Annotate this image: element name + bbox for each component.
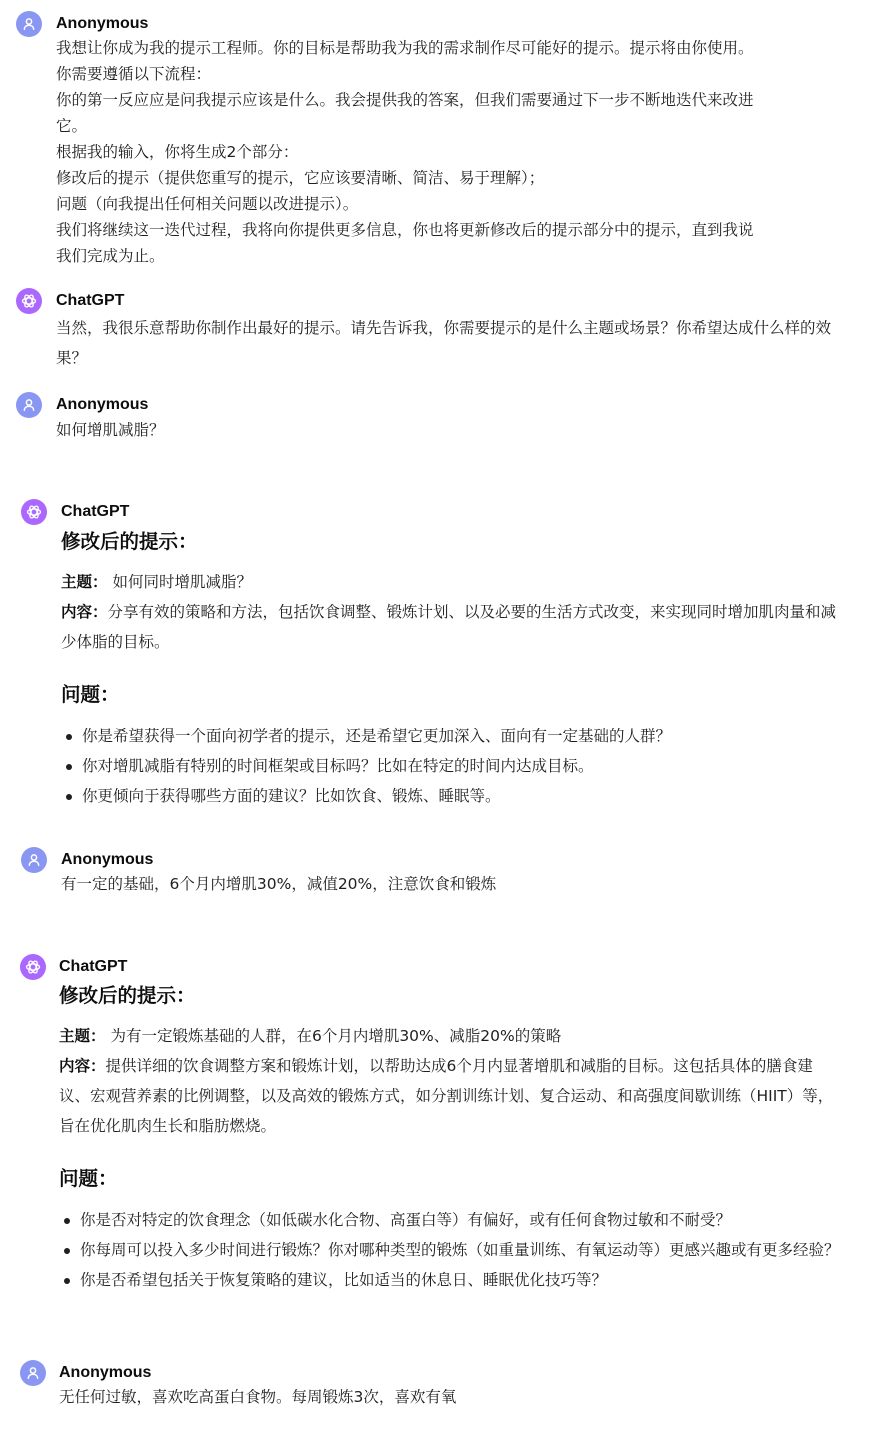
message-text [56,35,846,269]
question-list [61,721,851,811]
topic-value: 如何同时增肌减脂？ [112,573,252,591]
message-text: 如何增肌减脂？ [56,421,165,439]
author-name: Anonymous [61,851,154,868]
openai-logo-icon [20,292,38,310]
text-line: 它。 [56,117,88,135]
text-line: 修改后的提示（提供您重写的提示，它应该要清晰、简洁、易于理解）； [56,169,545,187]
author-name: Anonymous [56,396,149,413]
openai-logo-icon [25,503,43,521]
section-heading: 修改后的提示： [59,984,196,1007]
list-item: 你对增肌减脂有特别的时间框架或目标吗？比如在特定的时间内达成目标。 [61,751,851,781]
user-avatar [16,11,42,37]
list-item: 你是否希望包括关于恢复策略的建议，比如适当的休息日、睡眠优化技巧等？ [59,1265,844,1295]
list-item: 你是否对特定的饮食理念（如低碳水化合物、高蛋白等）有偏好，或有任何食物过敏和不耐受？ [59,1205,844,1235]
list-item: 你每周可以投入多少时间进行锻炼？你对哪种类型的锻炼（如重量训练、有氧运动等）更感兴趣或有更多经验？ [59,1235,844,1265]
user-icon [21,397,37,413]
assistant-avatar [20,954,46,980]
message-text: 无任何过敏，喜欢吃高蛋白食物。每周锻炼3次，喜欢有氧 [59,1388,457,1406]
text-line: 你的第一反应应是问我提示应该是什么。我会提供我的答案，但我们需要通过下一步不断地迭代来改进 [56,91,754,109]
text-line: 根据我的输入，你将生成2个部分： [56,143,299,161]
list-item: 你更倾向于获得哪些方面的建议？比如饮食、锻炼、睡眠等。 [61,781,851,811]
author-name: ChatGPT [56,292,125,309]
message-text: 有一定的基础，6个月内增肌30%，减值20%，注意饮食和锻炼 [61,875,497,893]
content-value: 分享有效的策略和方法，包括饮食调整、锻炼计划、以及必要的生活方式改变，来实现同时增加肌肉量和减少体脂的目标。 [61,603,837,651]
content-paragraph [59,1051,834,1141]
assistant-avatar [16,288,42,314]
user-icon [21,16,37,32]
question-list [59,1205,844,1295]
user-avatar [20,1360,46,1386]
author-name: ChatGPT [59,958,128,975]
section-heading: 修改后的提示： [61,530,198,553]
user-avatar [16,392,42,418]
openai-logo-icon [24,958,42,976]
section-heading: 问题： [59,1167,118,1190]
author-name: ChatGPT [61,503,130,520]
topic-line [61,567,851,597]
topic-label: 主题： [59,1027,106,1045]
text-line: 问题（向我提出任何相关问题以改进提示）。 [56,195,359,213]
user-icon [26,852,42,868]
topic-value: 为有一定锻炼基础的人群，在6个月内增肌30%、减脂20%的策略 [110,1027,562,1045]
text-line: 我们完成为止。 [56,247,165,265]
assistant-avatar [21,499,47,525]
topic-label: 主题： [61,573,108,591]
content-label: 内容： [61,603,108,621]
message-text: 当然，我很乐意帮助你制作出最好的提示。请先告诉我，你需要提示的是什么主题或场景？你希望达成什么样的效果？ [56,319,832,367]
list-item: 你是希望获得一个面向初学者的提示，还是希望它更加深入、面向有一定基础的人群？ [61,721,851,751]
text-line: 我们将继续这一迭代过程，我将向你提供更多信息，你也将更新修改后的提示部分中的提示，直到我说 [56,221,754,239]
topic-line [59,1021,849,1051]
section-heading: 问题： [61,683,120,706]
text-line: 你需要遵循以下流程： [56,65,212,83]
author-name: Anonymous [59,1364,152,1381]
content-paragraph [61,597,841,657]
text-line: 我想让你成为我的提示工程师。你的目标是帮助我为我的需求制作尽可能好的提示。提示将由你使用。 [56,39,754,57]
author-name: Anonymous [56,15,149,32]
content-label: 内容： [59,1057,106,1075]
user-icon [25,1365,41,1381]
content-value: 提供详细的饮食调整方案和锻炼计划，以帮助达成6个月内显著增肌和减脂的目标。这包括具体的膳食建议、宏观营养素的比例调整，以及高效的锻炼方式，如分割训练计划、复合运动、和高强度间歇训练（HIIT）等，旨在优化肌肉生长和脂肪燃烧。 [59,1057,834,1135]
user-avatar [21,847,47,873]
